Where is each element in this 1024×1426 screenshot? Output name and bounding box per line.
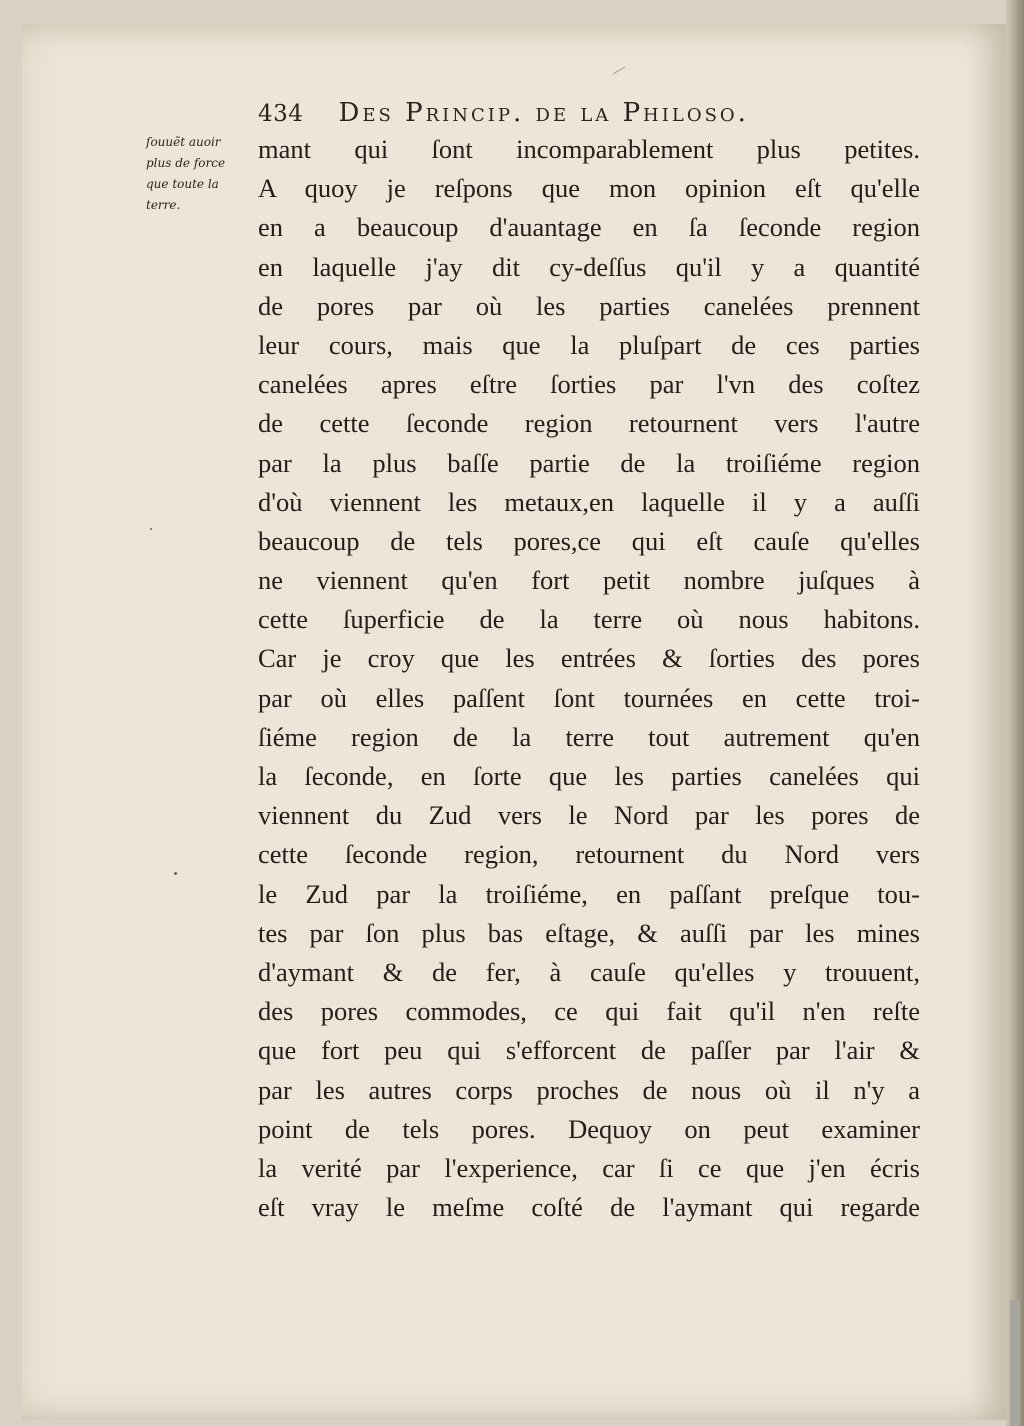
text-line: de cette ſeconde region retournent vers l'autre (258, 408, 920, 439)
text-line: eſt vray le meſme coſté de l'aymant qui regarde (258, 1192, 920, 1223)
text-line: tes par ſon plus bas eſtage, & auſſi par les mines (258, 917, 920, 948)
margin-note-line: terre. (146, 198, 181, 212)
text-line: point de tels pores. Dequoy on peut examiner (258, 1113, 920, 1144)
text-line: ne viennent qu'en fort petit nombre juſques à (258, 565, 920, 596)
text-line: d'aymant & de fer, à cauſe qu'elles y trouuent, (258, 956, 920, 987)
margin-note-line: que toute la (146, 177, 219, 191)
text-line: par où elles paſſent ſont tournées en cette troi- (258, 682, 920, 713)
running-head-title: Des Princip. de la Philoso. (338, 98, 749, 128)
text-line: A quoy je reſpons que mon opinion eſt qu'elle (258, 173, 920, 204)
text-line: par la plus baſſe partie de la troiſiéme region (258, 447, 920, 478)
body-text (258, 130, 920, 1227)
margin-note-line: ſouuẽt auoir (146, 135, 221, 149)
text-line: beaucoup de tels pores,ce qui eſt cauſe qu'elles (258, 525, 920, 556)
text-line: des pores commodes, ce qui fait qu'il n'en reſte (258, 996, 920, 1027)
text-line: viennent du Zud vers le Nord par les pores de (258, 800, 920, 831)
text-line: la verité par l'experience, car ſi ce que j'en écris (258, 1152, 920, 1183)
text-line: de pores par où les parties canelées prennent (258, 290, 920, 321)
text-line: en a beaucoup d'auantage en ſa ſeconde region (258, 212, 920, 243)
text-line: en laquelle j'ay dit cy-deſſus qu'il y a quantité (258, 251, 920, 282)
text-line: le Zud par la troiſiéme, en paſſant preſque tou- (258, 878, 920, 909)
paper-speck (174, 872, 177, 875)
text-line: canelées apres eſtre ſorties par l'vn des coſtez (258, 369, 920, 400)
page-edge (1006, 0, 1024, 1426)
text-line: par les autres corps proches de nous où il n'y a (258, 1074, 920, 1105)
text-line: leur cours, mais que la pluſpart de ces parties (258, 329, 920, 360)
page-edge-shadow (1010, 1300, 1020, 1426)
text-line: ſiéme region de la terre tout autrement qu'en (258, 721, 920, 752)
margin-note (146, 132, 256, 216)
page-number: 434 (258, 101, 304, 127)
text-line: mant qui ſont incomparablement plus petites. (258, 134, 920, 164)
text-line: Car je croy que les entrées & ſorties des pores (258, 643, 920, 674)
text-line: cette ſeconde region, retournent du Nord vers (258, 839, 920, 870)
text-line: d'où viennent les metaux,en laquelle il y a auſſi (258, 486, 920, 517)
text-line: cette ſuperficie de la terre où nous habitons. (258, 604, 920, 635)
text-line: que fort peu qui s'efforcent de paſſer par l'air & (258, 1035, 920, 1066)
text-line: la ſeconde, en ſorte que les parties canelées qui (258, 761, 920, 791)
margin-note-line: plus de force (146, 156, 226, 170)
paper-speck (150, 528, 152, 530)
